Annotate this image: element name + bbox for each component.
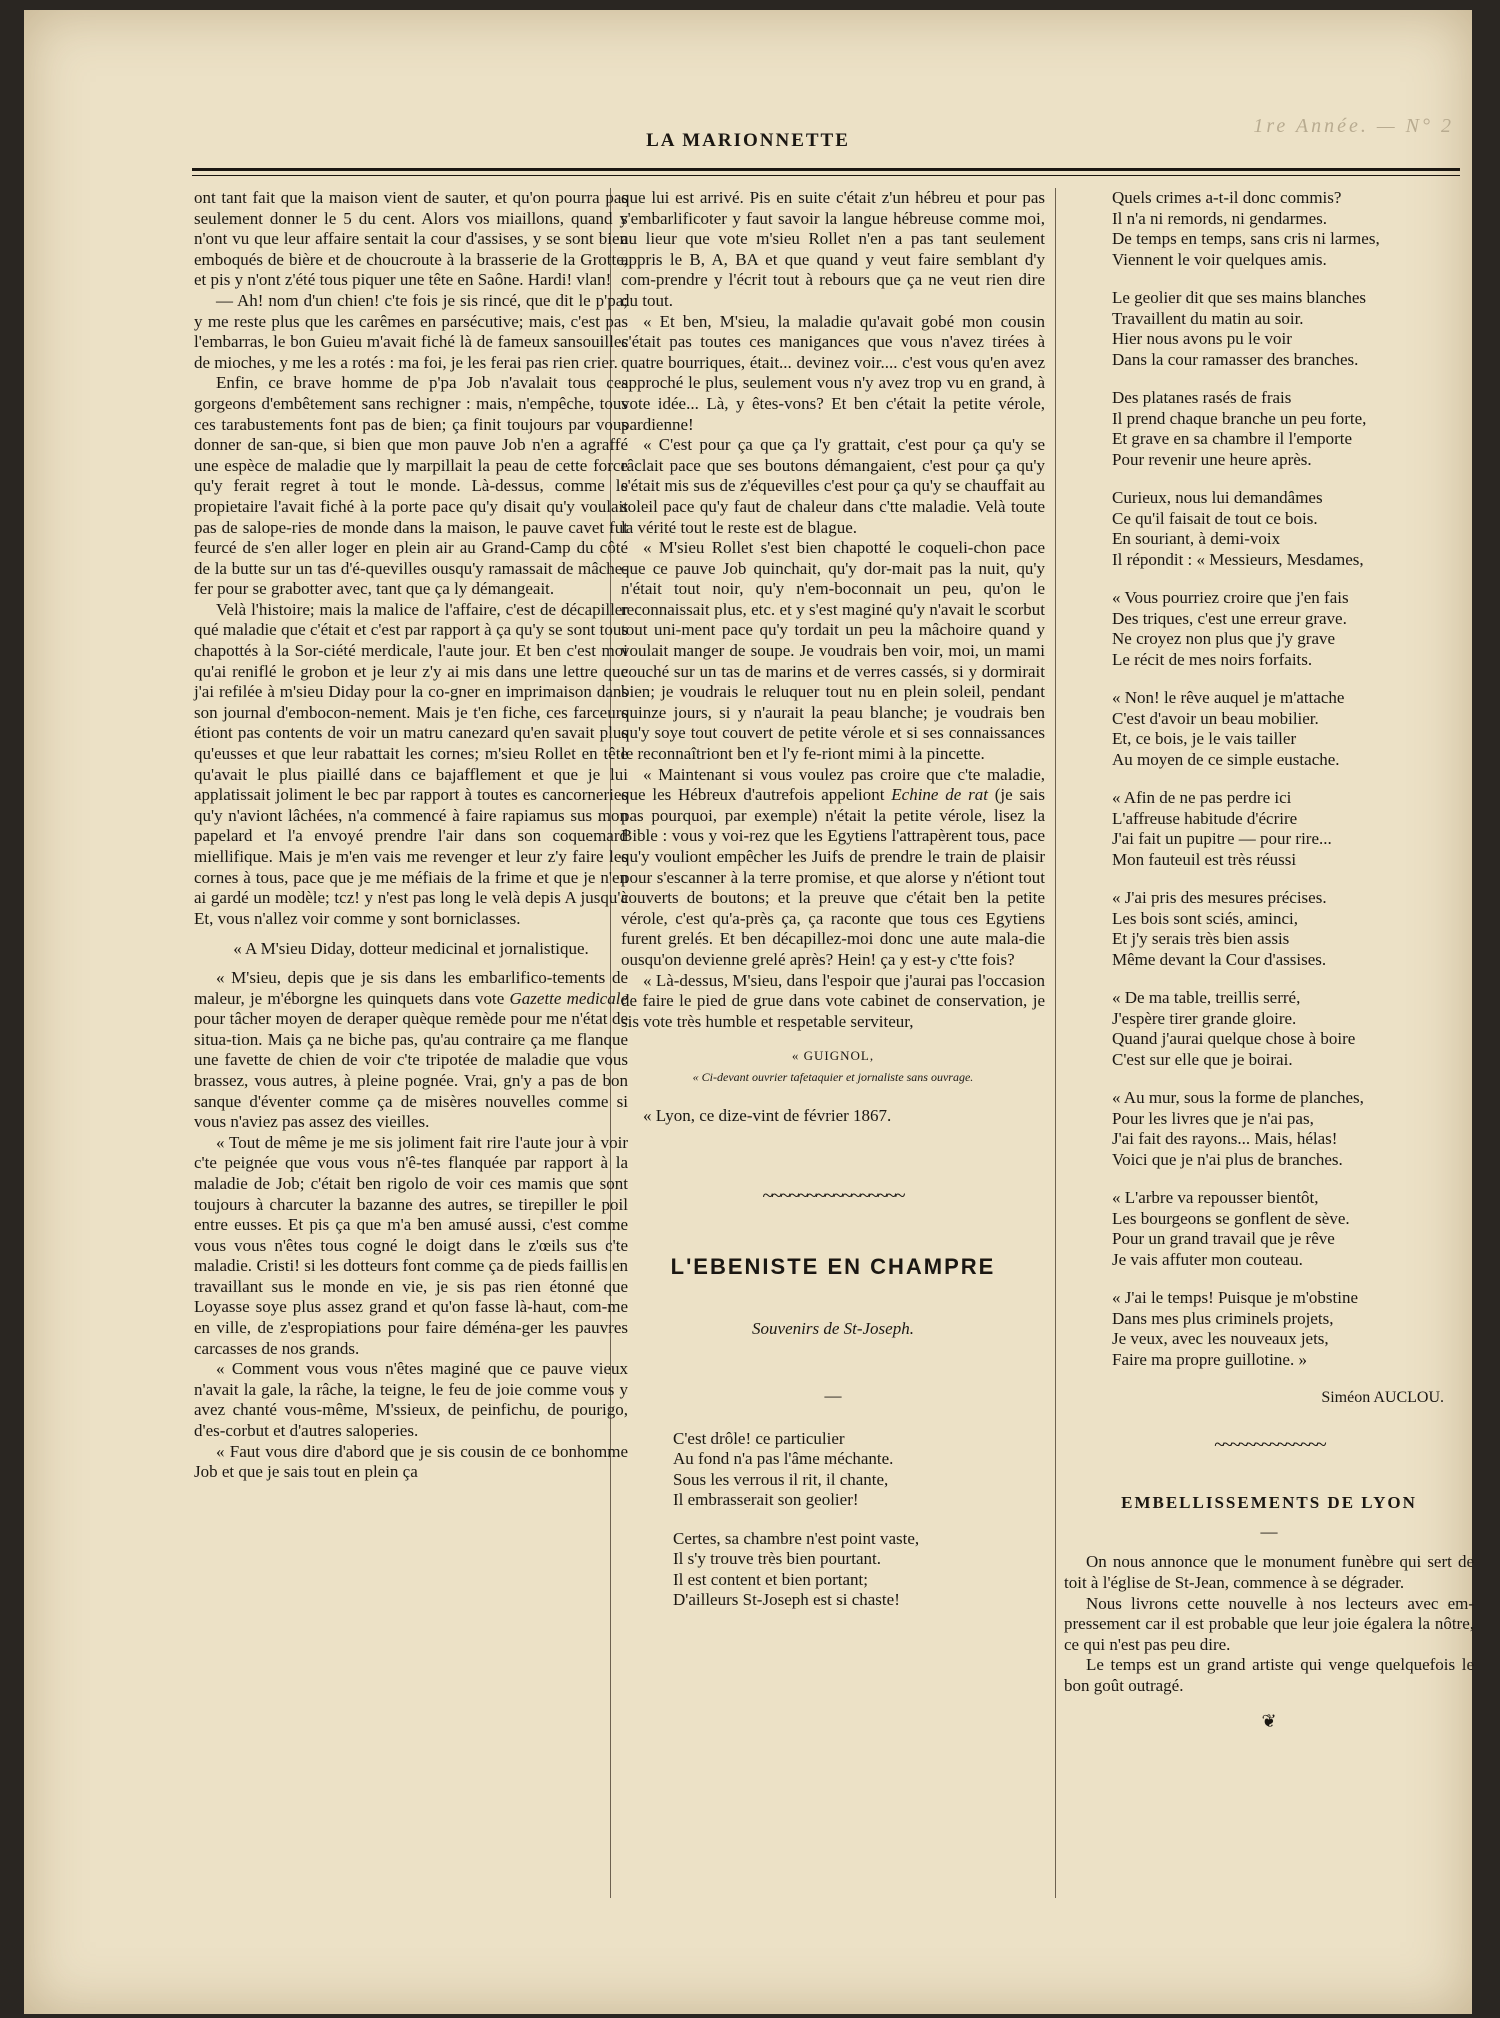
footer-ornament: ❦ <box>1261 1710 1277 1731</box>
poem-line: En souriant, à demi-voix <box>1112 529 1281 548</box>
poem-line: Le geolier dit que ses mains blanches <box>1112 288 1366 307</box>
poem-line: Quand j'aurai quelque chose à boire <box>1112 1029 1356 1048</box>
poem-line: C'est sur elle que je boirai. <box>1112 1049 1293 1069</box>
paragraph: ont tant fait que la maison vient de sauter, et qu'on pourra pas seulement donner le 5 du cent. Alors vos miaillons, quand y n'ont vu que leur affaire sentait la cour d'assises, y se sont bien emboqués de bière et de choucroute à la brasserie de la Grotte, et pis y n'ont z'été tous piquer une tête en Saône. Hardi! vlan! <box>194 188 628 290</box>
poem-line: Ne croyez non plus que j'y grave <box>1112 629 1336 648</box>
poem-stanza <box>1112 188 1474 270</box>
column-2 <box>621 188 1045 1629</box>
poem-line: Il embrasserait son geolier! <box>673 1490 859 1509</box>
poem-stanza <box>1112 588 1474 670</box>
poem-line: Et, ce bois, je le vais tailler <box>1112 729 1297 748</box>
poem-line: J'ai fait des rayons... Mais, hélas! <box>1112 1129 1338 1148</box>
poem-line: Des platanes rasés de frais <box>1112 388 1292 407</box>
poem-line: Pour un grand travail que je rêve <box>1112 1229 1335 1248</box>
paragraph: « M'sieu Rollet s'est bien chapotté le coqueli-chon pace que ce pauve Job quinchait, qu'y dor-mait pas la nuit, qu'y n'était tout noir, qu'y n'em-boconnait un peu, qu'on le reconnaissait plus, etc. et y s'est maginé qu'y n'avait le scorbut tout uni-ment pace qu'y tordait un peu la mâchoire quand y voulait manger de soupe. Je voudrais ben voir, moi, un mami couché sur un tas de marins et de verres cassés, si y dormirait bien; je voudrais le reluquer tout nu en plein soleil, pendant quinze jours, si y n'aurait la peau blanche; je voudrais ben qu'y soye tout couvert de petite vérole et si ses connaissances le reconnaîtriont ben et l'y fe-riont mimi à la pincette. <box>621 538 1045 764</box>
poem-line: C'est drôle! ce particulier <box>673 1428 845 1448</box>
newspaper-page <box>24 10 1472 2014</box>
letter-heading: « A M'sieu Diday, dotteur medicinal et jornalistique. <box>233 939 589 959</box>
poem-line: « Afin de ne pas perdre ici <box>1112 788 1292 807</box>
dash-separator: — <box>824 1385 842 1405</box>
poem-line: Il est content et bien portant; <box>673 1569 868 1589</box>
poem-line: Le récit de mes noirs forfaits. <box>1112 649 1313 669</box>
poem-line: « Au mur, sous la forme de planches, <box>1112 1088 1364 1107</box>
poem-line: « J'ai le temps! Puisque je m'obstine <box>1112 1288 1358 1307</box>
paragraph: On nous annonce que le monument funèbre qui sert de toit à l'église de St-Jean, commence à se dégrader. <box>1064 1552 1474 1592</box>
poem-line: De temps en temps, sans cris ni larmes, <box>1112 229 1380 248</box>
poem-stanza <box>1112 1288 1474 1370</box>
bleed-through-header: 1re Année. — N° 2 <box>1253 115 1454 137</box>
poem-line: J'espère tirer grande gloire. <box>1112 1008 1297 1028</box>
poem-stanza <box>1112 888 1474 970</box>
poem-stanza <box>1112 788 1474 870</box>
poem-line: Pour revenir une heure après. <box>1112 449 1312 469</box>
poem-line: Curieux, nous lui demandâmes <box>1112 488 1323 507</box>
poem-line: Il répondit : « Messieurs, Mesdames, <box>1112 549 1364 569</box>
signature: « GUIGNOL, <box>791 1048 875 1064</box>
poem-author: Siméon AUCLOU. <box>1321 1389 1444 1406</box>
ornament-divider: ~~~~~~~~~~~~~~~~ <box>762 1185 904 1208</box>
poem-line: Je veux, avec les nouveaux jets, <box>1112 1329 1329 1348</box>
poem-line: « L'arbre va repousser bientôt, <box>1112 1188 1319 1207</box>
letter-date: « Lyon, ce dize-vint de février 1867. <box>643 1105 892 1125</box>
poem-stanza <box>673 1529 1045 1611</box>
poem-line: L'affreuse habitude d'écrire <box>1112 808 1298 828</box>
paragraph: « Tout de même je me sis joliment fait rire l'aute jour à voir c'te peignée que vous vous n'ê-tes flanquée par rapport à la maladie de Job; c'était ben rigolo de voir ces mamis que sont toujours à charcuter la bazanne des autres, se tirepiller le poil entre eusses. Et pis ça que m'a ben amusé aussi, c'est comme vous vous n'êtes tous cogné le doigt dans le z'œils sus c'te maladie. Cristi! si les dotteurs font comme ça de pieds faillis en travaillant sus le monde en vie, je sis pas rien étonné que Loyasse soye plus assez grand et qu'on fasse là-haut, com-me en ville, de z'espropiations pour faire déména-ger les pauvres carcasses de nos grands. <box>194 1132 628 1358</box>
journal-title: Gazette medicale <box>509 988 628 1008</box>
paragraph: « Maintenant si vous voulez pas croire que c'te maladie, que les Hébreux d'autrefois appeliont Echine de rat (je sais pas pourquoi, par exemple) n'était la petite vérole, lisez la Bible : vous y voi-rez que les Egytiens l'attrapèrent tous, pace qu'y vouliont empêcher les Juifs de prendre le train de plaisir pour s'escanner à la terre promise, et que alorse y n'étiont tout couverts de boutons; et la preuve que c'était ben la petite vérole, c'est qu'a-près ça, ça raconte que tous ces Egytiens furent grelés. Et ben décapillez-moi donc une aute mala-die ousqu'on devienne grelé après? Hein! ça y est-y c'tte fois? <box>621 764 1045 969</box>
paragraph: « Faut vous dire d'abord que je sis cousin de ce bonhomme Job et que je sais tout en plein ça <box>194 1441 628 1482</box>
poem-line: Hier nous avons pu le voir <box>1112 329 1292 348</box>
poem-stanza <box>1112 388 1474 470</box>
poem-line: Ce qu'il faisait de tout ce bois. <box>1112 508 1318 528</box>
poem-line: Dans la cour ramasser des branches. <box>1112 349 1359 369</box>
poem-line: Dans mes plus criminels projets, <box>1112 1308 1334 1328</box>
poem-line: Et j'y serais très bien assis <box>1112 929 1290 948</box>
header-rule-thick <box>192 168 1460 171</box>
poem-line: Quels crimes a-t-il donc commis? <box>1112 188 1342 207</box>
paragraph: « M'sieu, depis que je sis dans les embarlifico-tements de maleur, je m'éborgne les quinquets dans vote Gazette medicale pour tâcher moyen de deraper quèque remède pour me n'état de situa-tion. Mais ça ne biche pas, qu'au contraire ça me flanque une favette de chien de voir c'te tripotée de maladie que vous brassez, vous autres, à pleine pognée. Vrai, gn'y a pas de bon sanque d'éventer comme ça de misères nouvelles comme si vous n'aviez pas assez des vieilles. <box>194 967 628 1132</box>
dash-separator: — <box>1260 1521 1278 1541</box>
poem-stanza <box>1112 688 1474 770</box>
poem-line: Au moyen de ce simple eustache. <box>1112 749 1340 769</box>
poem-stanza <box>1112 488 1474 570</box>
poem-line: Il prend chaque branche un peu forte, <box>1112 408 1367 428</box>
paragraph: « Comment vous vous n'êtes maginé que ce pauve vieux n'avait la gale, la râche, la teigne, le feu de joie comme vous y avez chanté vous-même, M'ssieux, de peinfichu, de pourigo, d'es-corbut et d'autres saloperies. <box>194 1359 628 1441</box>
poem-stanza <box>1112 1188 1474 1270</box>
poem-line: Travaillent du matin au soir. <box>1112 308 1304 328</box>
poem-line: Viennent le voir quelques amis. <box>1112 249 1327 269</box>
poem-line: Il n'a ni remords, ni gendarmes. <box>1112 208 1328 228</box>
column-1 <box>194 188 628 1483</box>
section-title: EMBELLISSEMENTS DE LYON <box>1121 1493 1417 1513</box>
column-3 <box>1064 188 1474 1731</box>
paragraph: Enfin, ce brave homme de p'pa Job n'avalait tous ces gorgeons d'embêtement sans rechigner : mais, n'empêche, tous ces tarabustements font pas de bien; ça finit toujours par vous donner de san-que, si bien que mon pauve Job n'en a agraffé une espèce de maladie que ly marpillait la peau de cette force qu'y ferait regret à tout le monde. Là-dessus, comme le propietaire l'avait fiché à la porte pace qu'y disait qu'y voulait pas de salope-ries de monde dans la maison, le pauve cavet fut feurcé de s'en aller loger en plein air au Grand-Camp du côté de la butte sur un tas d'é-quevilles ousqu'y ramassait de mâche-fer pour se grabotter avec, tant que ça ly démangeait. <box>194 373 628 599</box>
poem-line: Des triques, c'est une erreur grave. <box>1112 608 1347 628</box>
signature-subtitle: « Ci-devant ouvrier tafetaquier et jornaliste sans ouvrage. <box>692 1069 974 1084</box>
poem-line: C'est d'avoir un beau mobilier. <box>1112 708 1319 728</box>
masthead: LA MARIONNETTE <box>646 130 850 151</box>
poem-line: J'ai fait un pupitre — pour rire... <box>1112 829 1332 848</box>
poem-line: D'ailleurs St-Joseph est si chaste! <box>673 1590 900 1609</box>
disease-name: Echine de rat <box>891 785 988 805</box>
poem-stanza <box>1112 1088 1474 1170</box>
poem-line: « Non! le rêve auquel je m'attache <box>1112 688 1345 707</box>
poem-line: Les bourgeons se gonflent de sève. <box>1112 1208 1350 1228</box>
poem-line: « Vous pourriez croire que j'en fais <box>1112 588 1349 607</box>
poem-subtitle: Souvenirs de St-Joseph. <box>752 1319 914 1339</box>
poem-line: Même devant la Cour d'assises. <box>1112 949 1327 969</box>
poem-line: Et grave en sa chambre il l'emporte <box>1112 429 1353 448</box>
poem-line: Au fond n'a pas l'âme méchante. <box>673 1449 894 1468</box>
poem-line: Je vais affuter mon couteau. <box>1112 1249 1303 1269</box>
poem-line: Voici que je n'ai plus de branches. <box>1112 1149 1343 1169</box>
poem-stanza <box>1112 288 1474 370</box>
paragraph: que lui est arrivé. Pis en suite c'était z'un hébreu et pour pas s'embarlificoter y faut savoir la langue hébreuse comme moi, au lieur que vote m'sieu Rollet n'en a pas tant seulement appris le B, A, BA et que quand y veut faire semblant d'y com-prendre y l'écrit tout à rebours que ça ne veut rien dire du tout. <box>621 188 1045 310</box>
paragraph: « Et ben, M'sieu, la maladie qu'avait gobé mon cousin c'était pas toutes ces manigances que vous n'avez tirées à quatre bourriques, était... devinez voir.... c'est vous qu'en avez approché le plus, seulement vous n'y avez trop vu en grand, à vote idée... Là, y êtes-vons? Et ben c'était la petite vérole, pardienne! <box>621 311 1045 434</box>
poem-stanza <box>673 1429 1045 1511</box>
column-divider <box>1055 188 1056 1898</box>
poem-line: Mon fauteuil est très réussi <box>1112 849 1297 869</box>
poem-line: Sous les verrous il rit, il chante, <box>673 1469 889 1489</box>
poem-line: « De ma table, treillis serré, <box>1112 988 1301 1007</box>
ornament-divider: ~~~~~~~~~~~~~~ <box>1214 1433 1324 1456</box>
paragraph: Le temps est un grand artiste qui venge quelquefois le bon goût outragé. <box>1064 1655 1474 1695</box>
poem-line: Pour les livres que je n'ai pas, <box>1112 1108 1314 1128</box>
poem-line: « J'ai pris des mesures précises. <box>1112 888 1327 907</box>
paragraph: « C'est pour ça que ça l'y grattait, c'est pour ça qu'y se râclait pace que ses boutons démangaient, c'est pour ça qu'y s'était mis sus de z'équevilles c'est pour ça qu'y se chauffait au soleil pace qu'y faut de chaleur dans c'tte maladie. Velà toute la vérité tout le reste est de blague. <box>621 435 1045 537</box>
paragraph: Velà l'histoire; mais la malice de l'affaire, c'est de décapiller qué maladie que c'était et c'est par rapport à ça qu'y se sont tous chapottés à la Sor-ciété merdicale, l'aute jour. Et ben c'est moi qu'ai reniflé le grobon et je leur z'y ai mis dans une lettre que j'ai refilée à m'sieu Diday pour la co-gner en imprimaison dans son journal d'embocon-nement. Mais je t'en fiche, ces farceurs étiont pas contents de voir un matru canezard qu'en savait plus qu'eusses et que leur rabattait les cornes; m'sieu Rollet en tête qu'avait le plus piaillé dans ce bajafflement et que je lui applatissait joliment le bec par rapport à toutes es cancorneries qu'y n'aviont lâchées, n'a commencé à faire rapiamus sus mon papelard et l'a envoyé prendre l'air dans son coquemard miellifique. Mais je m'en vais me revenger et leur z'y faire les cornes à tous, pace que je me méfiais de la frime et que je n'en ai gardé un modèle; tcz! y n'est pas long le velà depis A jusqu'à Et, vous n'allez voir comme y sont borniclasses. <box>194 599 628 928</box>
poem-title: L'EBENISTE EN CHAMPRE <box>670 1253 996 1279</box>
paragraph: — Ah! nom d'un chien! c'te fois je sis rincé, que dit le p'pa; y me reste plus que les carêmes en parsécutive; mais, c'est pas l'embarras, le bon Guieu m'avait fiché là de fameux sansouilles de mioches, y me les a rotés : ma foi, je les ferai pas rien crier. <box>194 290 628 372</box>
poem-stanza <box>1112 988 1474 1070</box>
poem-line: Les bois sont sciés, aminci, <box>1112 908 1299 928</box>
poem-line: Il s'y trouve très bien pourtant. <box>673 1549 881 1568</box>
poem-line: Certes, sa chambre n'est point vaste, <box>673 1528 920 1548</box>
paragraph: « Là-dessus, M'sieu, dans l'espoir que j'aurai pas l'occasion de faire le pied de grue dans vote cabinet de conservation, je sis vote très humble et respetable serviteur, <box>621 970 1045 1031</box>
paragraph: Nous livrons cette nouvelle à nos lecteurs avec em-pressement car il est probable que leur joie égalera la nôtre, ce qui n'est pas peu dire. <box>1064 1593 1474 1654</box>
header-rule-thin <box>192 175 1460 176</box>
poem-line: Faire ma propre guillotine. » <box>1112 1349 1307 1369</box>
